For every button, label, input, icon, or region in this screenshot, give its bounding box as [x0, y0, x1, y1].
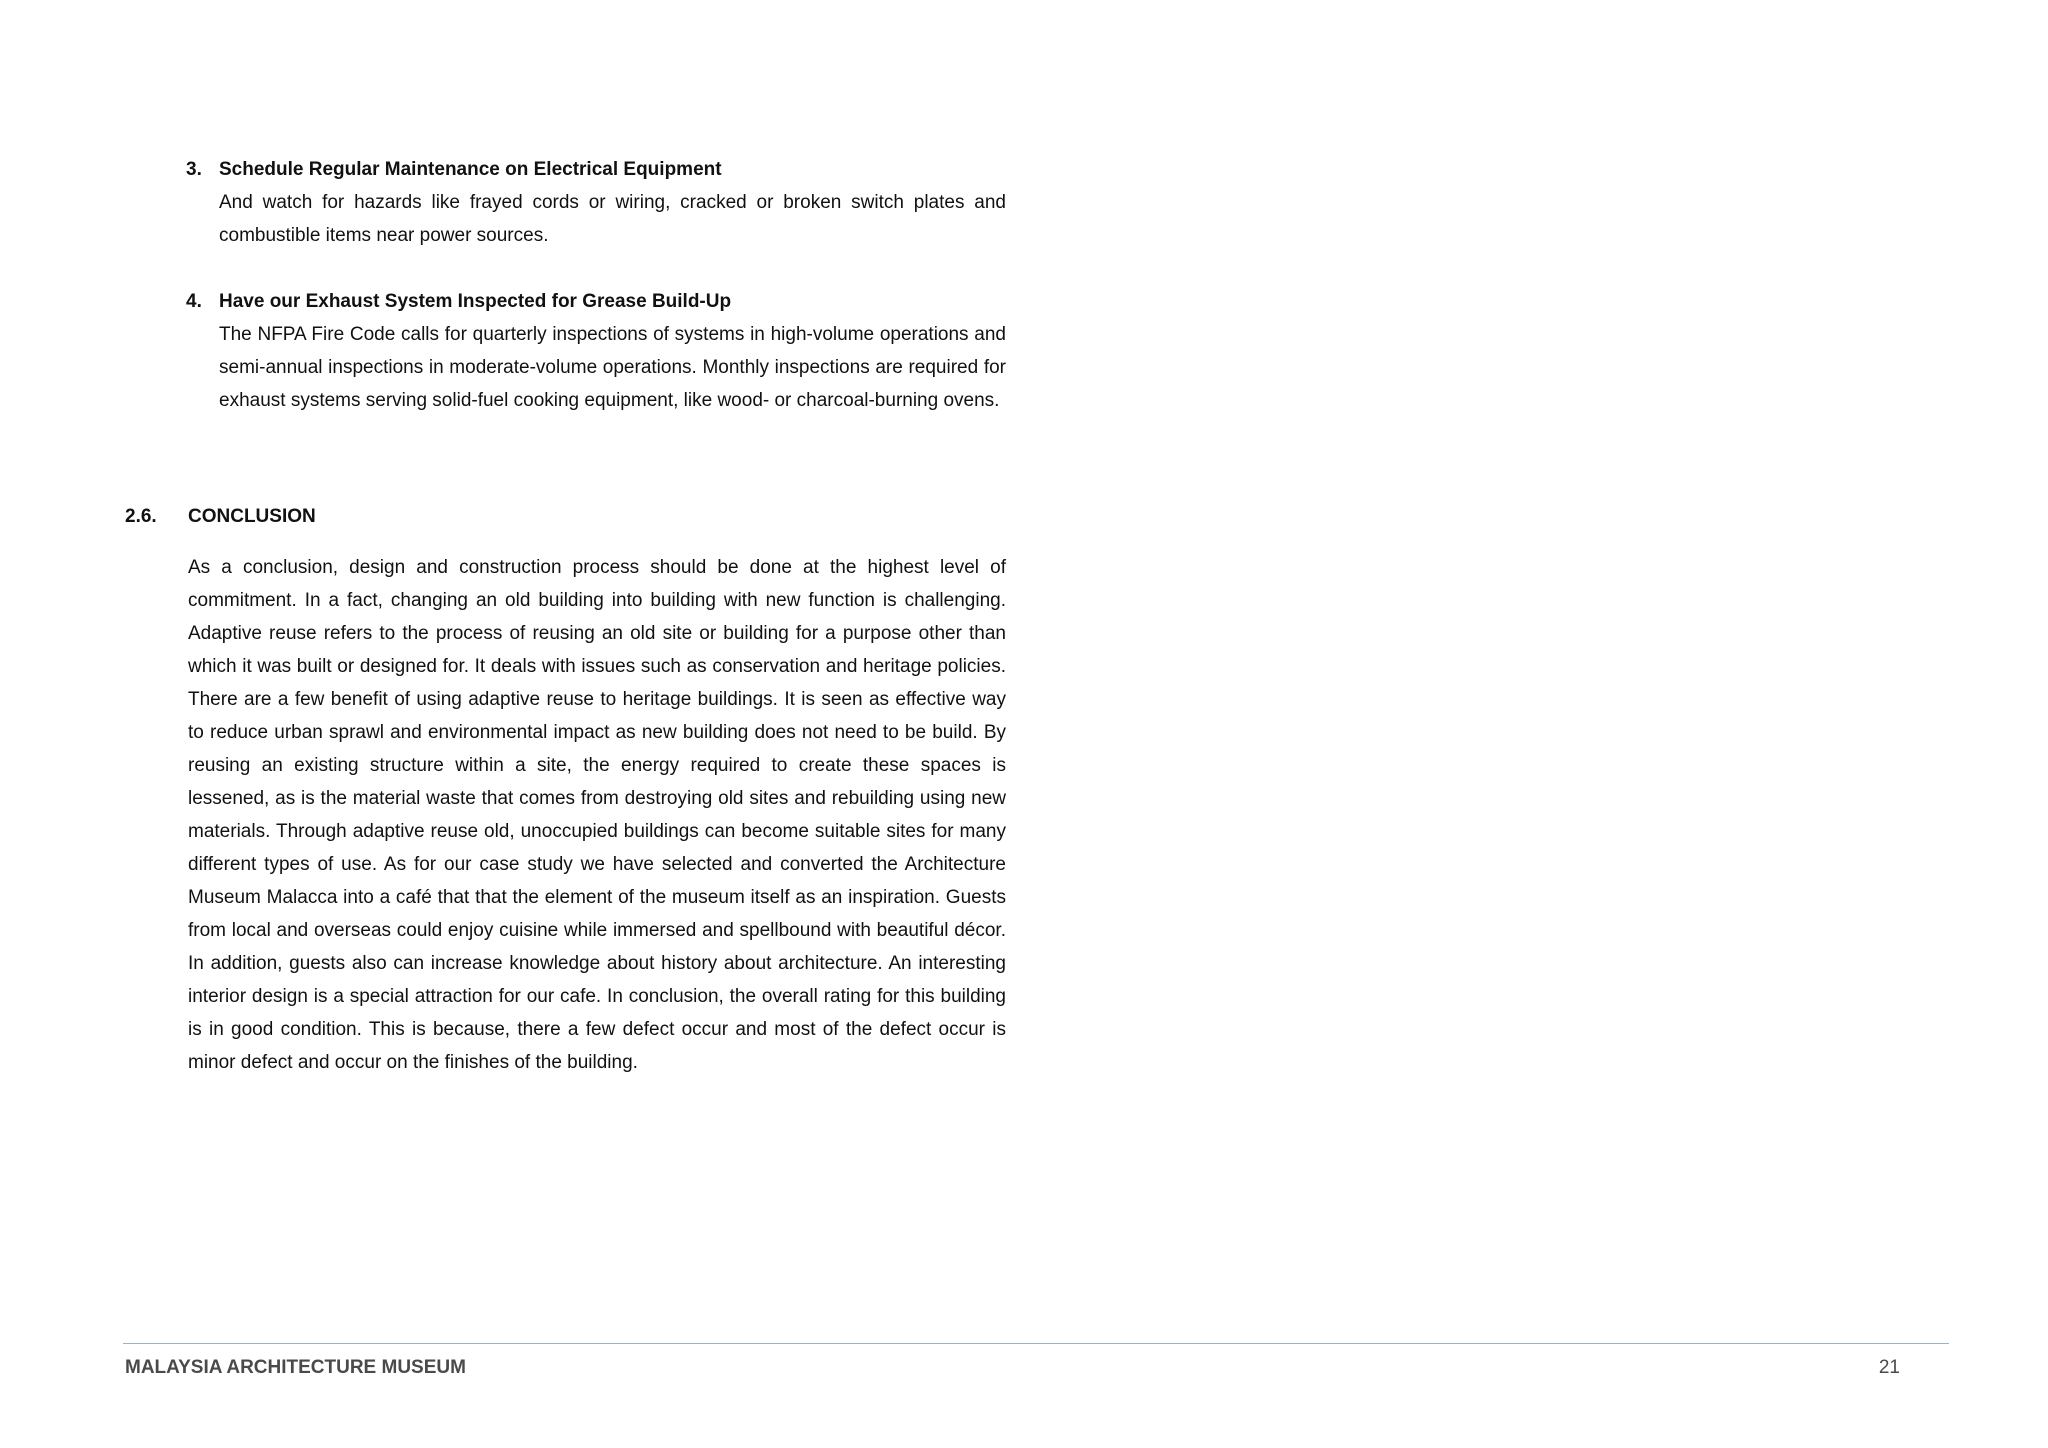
section-number: 2.6. [125, 506, 157, 527]
list-item-number: 4. [186, 291, 202, 312]
list-item-body [219, 285, 1006, 417]
list-item-number: 3. [186, 159, 202, 180]
list-item-exhaust [186, 285, 1006, 417]
conclusion-paragraph: As a conclusion, design and construction process should be done at the highest level of commitment. In a fact, changing an old building into building with new function is challenging. Adaptive reuse refers to the process of reusing an old site or building for a purpose other than which it was built or designed for. It deals with issues such as conservation and heritage policies. There are a few benefit of using adaptive reuse to heritage buildings. It is seen as effective way to reduce urban sprawl and environmental impact as new building does not need to be build. By reusing an existing structure within a site, the energy required to create these spaces is lessened, as is the material waste that comes from destroying old sites and rebuilding using new materials. Through adaptive reuse old, unoccupied buildings can become suitable sites for many different types of use. As for our case study we have selected and converted the Architecture Museum Malacca into a café that that the element of the museum itself as an inspiration. Guests from local and overseas could enjoy cuisine while immersed and spellbound with beautiful décor. In addition, guests also can increase knowledge about history about architecture. An interesting interior design is a special attraction for our cafe. In conclusion, the overall rating for this building is in good condition. This is because, there a few defect occur and most of the defect occur is minor defect and occur on the finishes of the building. [188, 557, 1006, 1073]
section-title: CONCLUSION [188, 506, 316, 527]
list-item-body [219, 153, 1006, 252]
list-item-title: Have our Exhaust System Inspected for Grease Build-Up [219, 291, 732, 312]
footer-title: MALAYSIA ARCHITECTURE MUSEUM [125, 1357, 466, 1378]
list-item-text: And watch for hazards like frayed cords or wiring, cracked or broken switch plates and combustible items near power sources. [219, 192, 1006, 246]
page-number: 21 [1878, 1357, 1900, 1378]
footer-divider [123, 1343, 1949, 1344]
list-item-maintenance [186, 153, 1006, 252]
list-item-text: The NFPA Fire Code calls for quarterly inspections of systems in high-volume operations and semi-annual inspections in moderate-volume operations. Monthly inspections are required for exhaust systems serving solid-fuel cooking equipment, like wood- or charcoal-burning ovens. [219, 324, 1006, 411]
list-item-title: Schedule Regular Maintenance on Electrical Equipment [219, 159, 722, 180]
section-heading [125, 500, 316, 533]
